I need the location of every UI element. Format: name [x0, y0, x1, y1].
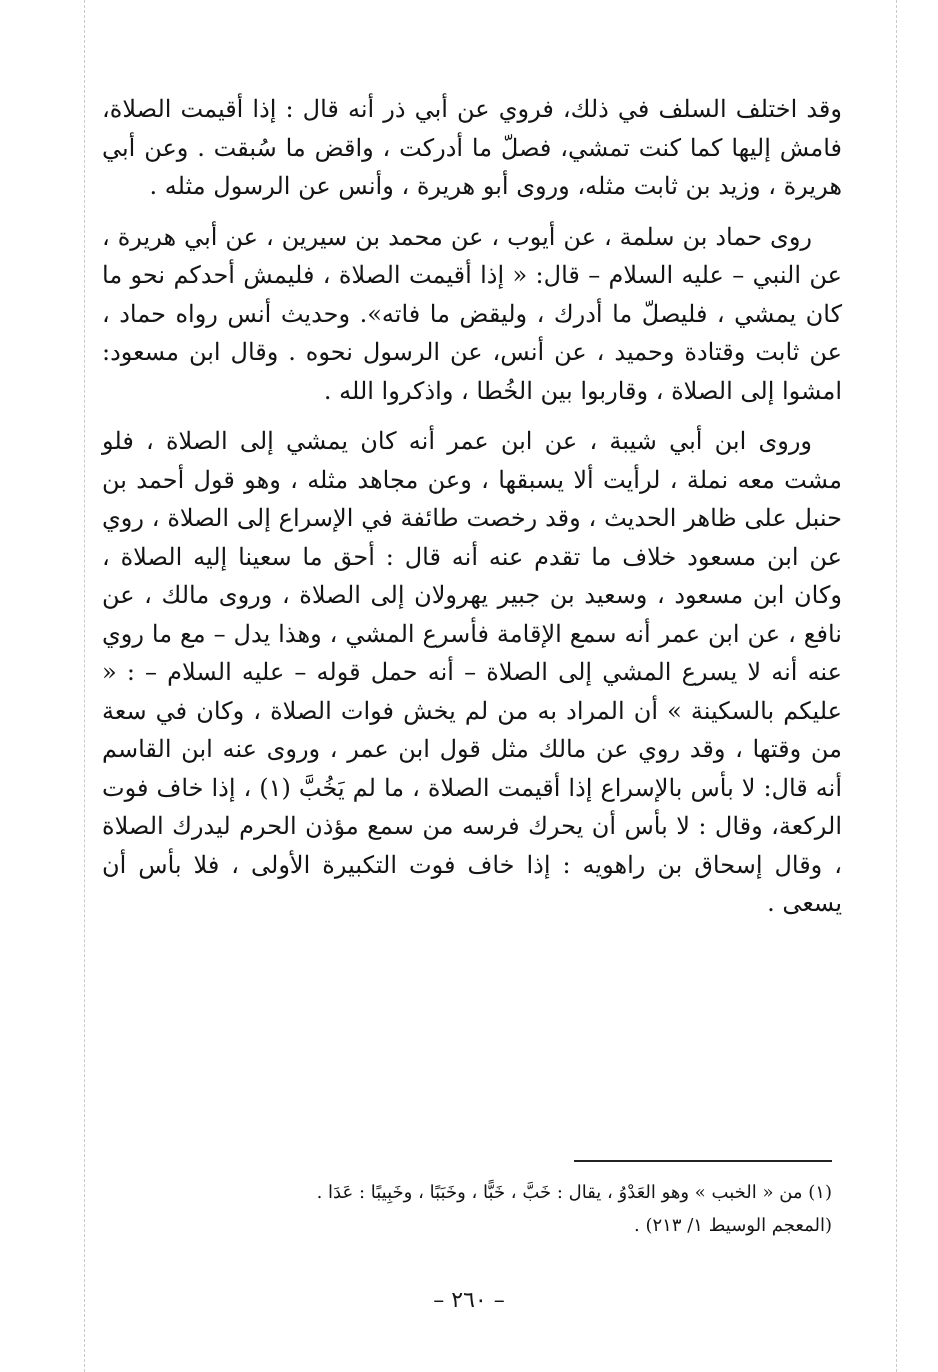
page-body — [102, 90, 842, 923]
left-margin-guide — [84, 0, 85, 1372]
paragraph-1: وقد اختلف السلف في ذلك، فروي عن أبي ذر أنه قال : إذا أقيمت الصلاة، فامش إليها كما كنت تمشي، فصلّ ما أدركت ، واقض ما سُبقت . وعن أبي هريرة ، وزيد بن ثابت مثله، وروى أبو هريرة ، وأنس عن الرسول مثله . — [102, 95, 842, 200]
footnotes — [102, 1176, 832, 1242]
footnote-1-source: (المعجم الوسيط ١/ ٢١٣) . — [634, 1215, 832, 1236]
paragraph-2: روى حماد بن سلمة ، عن أيوب ، عن محمد بن سيرين ، عن أبي هريرة ، عن النبي – عليه السلام – قال: « إذا أقيمت الصلاة ، فليمش أحدكم نحو ما كان يمشي ، فليصلّ ما أدرك ، وليقض ما فاته». وحديث أنس رواه حماد ، عن ثابت وقتادة وحميد ، عن أنس، عن الرسول نحوه . وقال ابن مسعود: امشوا إلى الصلاة ، وقاربوا بين الخُطا ، واذكروا الله . — [102, 222, 842, 405]
footnote-1: (١) من « الخبب » وهو العَدْوُ ، يقال : خَبَّ ، خَبًّا ، وخَبَبًا ، وخَبِيبًا : عَدَا . — [316, 1182, 832, 1203]
paragraph-3: وروى ابن أبي شيبة ، عن ابن عمر أنه كان يمشي إلى الصلاة ، فلو مشت معه نملة ، لرأيت ألا يسبقها ، وعن مجاهد مثله ، وهو قول أحمد بن حنبل على ظاهر الحديث ، وقد رخصت طائفة في الإسراع إلى الصلاة ، روي عن ابن مسعود خلاف ما تقدم عنه أنه قال : أحق ما سعينا إليه الصلاة ، وكان ابن مسعود ، وسعيد بن جبير يهرولان إلى الصلاة ، وروى مالك ، عن نافع ، عن ابن عمر أنه سمع الإقامة فأسرع المشي ، وهذا يدل – مع ما روي عنه أنه لا يسرع المشي إلى الصلاة – أنه حمل قوله – عليه السلام – : « عليكم بالسكينة » أن المراد به من لم يخش فوات الصلاة ، وكان في سعة من وقتها ، وقد روي عن مالك مثل قول ابن عمر ، وروى عنه ابن القاسم أنه قال: لا بأس بالإسراع إذا أقيمت الصلاة ، ما لم يَخُبَّ (١) ، إذا خاف فوت الركعة، وقال : لا بأس أن يحرك فرسه من سمع مؤذن الحرم ليدرك الصلاة ، وقال إسحاق بن راهويه : إذا خاف فوت التكبيرة الأولى ، فلا بأس أن يسعى . — [102, 427, 842, 917]
right-margin-guide — [896, 0, 897, 1372]
footnote-separator — [574, 1160, 832, 1162]
page-number: – ٢٦٠ – — [433, 1288, 505, 1313]
